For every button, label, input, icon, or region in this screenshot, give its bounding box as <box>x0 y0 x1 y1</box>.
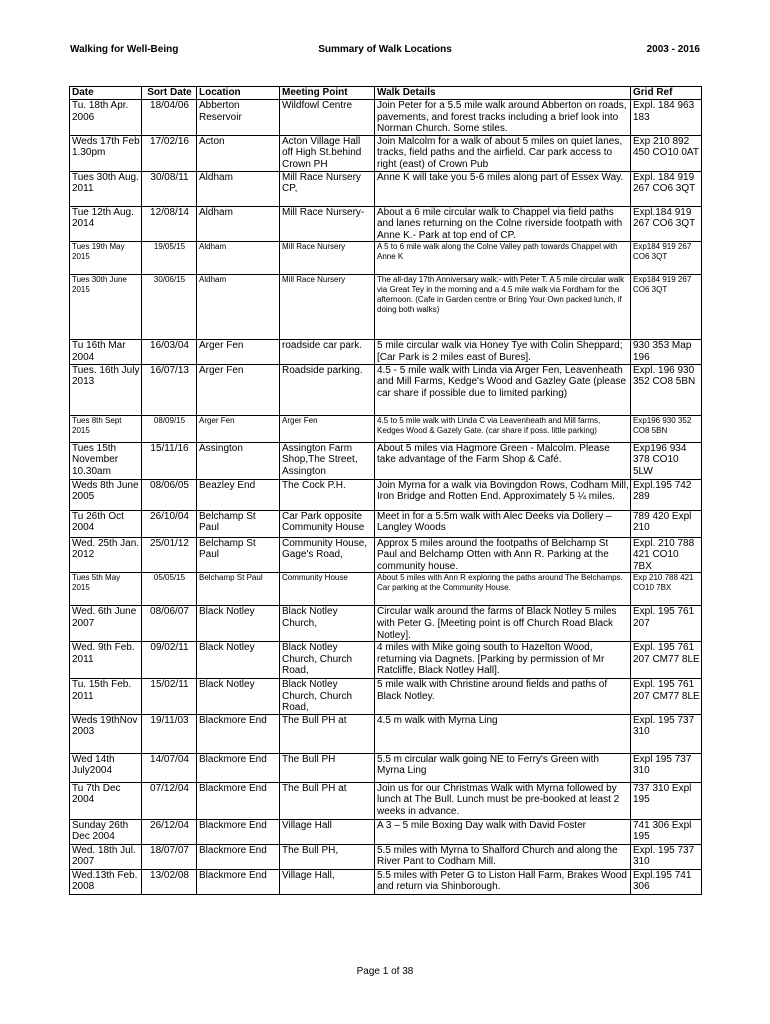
cell-grid-ref: Exp196 934 378 CO10 5LW <box>631 442 702 479</box>
cell-sort-date: 19/05/15 <box>142 242 197 275</box>
table-row <box>70 242 702 275</box>
cell-walk-details: Meet in for a 5.5m walk with Alec Deeks via Dollery – Langley Woods <box>375 510 631 537</box>
cell-location: Blackmore End <box>197 844 280 869</box>
table-row <box>70 573 702 606</box>
cell-grid-ref: Expl 195 737 310 <box>631 753 702 782</box>
table-row <box>70 510 702 537</box>
cell-sort-date: 26/12/04 <box>142 819 197 844</box>
table-row <box>70 206 702 242</box>
table-row <box>70 844 702 869</box>
column-header-date: Date <box>70 87 142 100</box>
cell-location: Black Notley <box>197 642 280 679</box>
cell-meeting-point: Mill Race Nursery <box>280 275 375 340</box>
table-header-row <box>70 87 702 100</box>
cell-grid-ref: Exp196 930 352 CO8 5BN <box>631 415 702 442</box>
cell-sort-date: 08/09/15 <box>142 415 197 442</box>
cell-meeting-point: Community House <box>280 573 375 606</box>
cell-meeting-point: Mill Race Nursery <box>280 242 375 275</box>
table-row <box>70 340 702 364</box>
cell-sort-date: 08/06/05 <box>142 479 197 510</box>
cell-walk-details: Circular walk around the farms of Black Notley 5 miles with Peter G. [Meeting point is off Church Road Black Notley]. <box>375 606 631 642</box>
cell-location: Arger Fen <box>197 340 280 364</box>
cell-sort-date: 17/02/16 <box>142 135 197 171</box>
cell-meeting-point: Car Park opposite Community House <box>280 510 375 537</box>
cell-date: Tu 16th Mar 2004 <box>70 340 142 364</box>
cell-grid-ref: 737 310 Expl 195 <box>631 782 702 819</box>
cell-location: Aldham <box>197 275 280 340</box>
cell-date: Tue 12th Aug. 2014 <box>70 206 142 242</box>
cell-meeting-point: Assington Farm Shop,The Street, Assington <box>280 442 375 479</box>
cell-meeting-point: Black Notley Church, Church Road, <box>280 642 375 679</box>
table-row <box>70 679 702 715</box>
cell-location: Belchamp St Paul <box>197 573 280 606</box>
cell-grid-ref: Expl. 195 761 207 CM77 8LE <box>631 642 702 679</box>
cell-grid-ref: 741 306 Expl 195 <box>631 819 702 844</box>
cell-sort-date: 12/08/14 <box>142 206 197 242</box>
cell-meeting-point: Mill Race Nursery- <box>280 206 375 242</box>
column-header-walk-details: Walk Details <box>375 87 631 100</box>
cell-walk-details: Join Malcolm for a walk of about 5 miles on quiet lanes, tracks, field paths and the airfield. Car park access to right (east) of Crown Pub <box>375 135 631 171</box>
cell-meeting-point: The Bull PH at <box>280 782 375 819</box>
cell-grid-ref: Expl.184 919 267 CO6 3QT <box>631 206 702 242</box>
cell-meeting-point: The Bull PH, <box>280 844 375 869</box>
cell-sort-date: 26/10/04 <box>142 510 197 537</box>
table-row <box>70 782 702 819</box>
page-number: Page 1 of 38 <box>356 966 414 977</box>
cell-location: Black Notley <box>197 606 280 642</box>
table-row <box>70 479 702 510</box>
cell-walk-details: Anne K will take you 5-6 miles along part of Essex Way. <box>375 171 631 206</box>
cell-grid-ref: Exp184 919 267 CO6 3QT <box>631 275 702 340</box>
cell-sort-date: 30/06/15 <box>142 275 197 340</box>
table-row <box>70 364 702 415</box>
cell-walk-details: 4.5 to 5 mile walk with Linda C via Leavenheath and Mill farms, Kedges Wood & Gazely Gate. (car share if poss. little parking) <box>375 415 631 442</box>
cell-location: Assington <box>197 442 280 479</box>
cell-grid-ref: Expl. 195 737 310 <box>631 844 702 869</box>
cell-walk-details: 4.5 m walk with Myrna Ling <box>375 714 631 753</box>
cell-sort-date: 18/04/06 <box>142 100 197 136</box>
cell-walk-details: A 5 to 6 mile walk along the Colne Valley path towards Chappel with Anne K <box>375 242 631 275</box>
cell-sort-date: 15/11/16 <box>142 442 197 479</box>
cell-location: Arger Fen <box>197 415 280 442</box>
table-row <box>70 171 702 206</box>
cell-sort-date: 30/08/11 <box>142 171 197 206</box>
table-row <box>70 606 702 642</box>
cell-walk-details: 4.5 - 5 mile walk with Linda via Arger Fen, Leavenheath and Mill Farms, Kedge's Wood and Gazley Gate (please car share if possible due to limited parking) <box>375 364 631 415</box>
cell-location: Abberton Reservoir <box>197 100 280 136</box>
cell-walk-details: A 3 – 5 mile Boxing Day walk with David Foster <box>375 819 631 844</box>
column-header-meeting-point: Meeting Point <box>280 87 375 100</box>
cell-meeting-point: Wildfowl Centre <box>280 100 375 136</box>
cell-grid-ref: Expl. 195 761 207 CM77 8LE <box>631 679 702 715</box>
cell-date: Weds 19thNov 2003 <box>70 714 142 753</box>
cell-grid-ref: Exp184 919 267 CO6 3QT <box>631 242 702 275</box>
cell-grid-ref: Expl.195 742 289 <box>631 479 702 510</box>
cell-location: Blackmore End <box>197 869 280 894</box>
cell-date: Wed. 9th Feb. 2011 <box>70 642 142 679</box>
cell-date: Tu 7th Dec 2004 <box>70 782 142 819</box>
cell-location: Aldham <box>197 171 280 206</box>
cell-walk-details: 5.5 miles with Myrna to Shalford Church and along the River Pant to Codham Mill. <box>375 844 631 869</box>
cell-location: Beazley End <box>197 479 280 510</box>
cell-walk-details: The all-day 17th Anniversary walk:- with Peter T. A 5 mile circular walk via Great Tey in the morning and a 4.5 mile walk via Fordham for the afternoon. (Cafe in Garden centre or Bring Your Own packed lunch, if doing both walks) <box>375 275 631 340</box>
cell-grid-ref: 789 420 Expl 210 <box>631 510 702 537</box>
cell-walk-details: Join Peter for a 5.5 mile walk around Abberton on roads, pavements, and forest tracks including a brief look into Norman Church. Some stiles. <box>375 100 631 136</box>
table-row <box>70 537 702 573</box>
cell-grid-ref: Expl. 210 788 421 CO10 7BX <box>631 537 702 573</box>
table-row <box>70 753 702 782</box>
cell-walk-details: Join us for our Christmas Walk with Myrna followed by lunch at The Bull. Lunch must be pre-booked at least 2 weeks in advance. <box>375 782 631 819</box>
column-header-location: Location <box>197 87 280 100</box>
cell-date: Tues 30th Aug. 2011 <box>70 171 142 206</box>
table-row <box>70 869 702 894</box>
cell-date: Tues 5th May 2015 <box>70 573 142 606</box>
cell-grid-ref: Expl. 184 919 267 CO6 3QT <box>631 171 702 206</box>
cell-date: Tues 8th Sept 2015 <box>70 415 142 442</box>
cell-date: Tu 26th Oct 2004 <box>70 510 142 537</box>
cell-grid-ref: Expl.195 741 306 <box>631 869 702 894</box>
cell-meeting-point: Village Hall, <box>280 869 375 894</box>
cell-location: Black Notley <box>197 679 280 715</box>
cell-date: Wed 14th July2004 <box>70 753 142 782</box>
cell-date: Wed. 25th Jan. 2012 <box>70 537 142 573</box>
cell-location: Blackmore End <box>197 782 280 819</box>
cell-location: Acton <box>197 135 280 171</box>
cell-meeting-point: The Bull PH <box>280 753 375 782</box>
page-header <box>70 44 700 58</box>
table-row <box>70 642 702 679</box>
cell-meeting-point: Acton Village Hall off High St.behind Crown PH <box>280 135 375 171</box>
cell-grid-ref: Expl. 195 761 207 <box>631 606 702 642</box>
header-title: Walking for Well-Being <box>70 44 179 55</box>
cell-location: Blackmore End <box>197 819 280 844</box>
cell-meeting-point: The Cock P.H. <box>280 479 375 510</box>
cell-walk-details: About 5 miles via Hagmore Green - Malcolm. Please take advantage of the Farm Shop & Café. <box>375 442 631 479</box>
cell-location: Arger Fen <box>197 364 280 415</box>
cell-walk-details: 5.5 miles with Peter G to Liston Hall Farm, Brakes Wood and return via Shinborough. <box>375 869 631 894</box>
cell-date: Tues 19th May 2015 <box>70 242 142 275</box>
cell-grid-ref: Expl. 184 963 183 <box>631 100 702 136</box>
cell-grid-ref: Expl. 196 930 352 CO8 5BN <box>631 364 702 415</box>
cell-location: Aldham <box>197 242 280 275</box>
cell-sort-date: 15/02/11 <box>142 679 197 715</box>
cell-date: Tu. 18th Apr. 2006 <box>70 100 142 136</box>
cell-sort-date: 09/02/11 <box>142 642 197 679</box>
cell-date: Tues 15th November 10.30am <box>70 442 142 479</box>
cell-meeting-point: Village Hall <box>280 819 375 844</box>
cell-sort-date: 08/06/07 <box>142 606 197 642</box>
cell-date: Weds 17th Feb 1.30pm <box>70 135 142 171</box>
column-header-grid-ref: Grid Ref <box>631 87 702 100</box>
cell-date: Tues 30th June 2015 <box>70 275 142 340</box>
table-row <box>70 714 702 753</box>
cell-sort-date: 25/01/12 <box>142 537 197 573</box>
cell-location: Aldham <box>197 206 280 242</box>
cell-meeting-point: Mill Race Nursery CP, <box>280 171 375 206</box>
cell-location: Belchamp St Paul <box>197 510 280 537</box>
table-row <box>70 275 702 340</box>
cell-walk-details: 5.5 m circular walk going NE to Ferry's Green with Myrna Ling <box>375 753 631 782</box>
cell-date: Wed.13th Feb. 2008 <box>70 869 142 894</box>
cell-date: Sunday 26th Dec 2004 <box>70 819 142 844</box>
cell-sort-date: 14/07/04 <box>142 753 197 782</box>
cell-location: Blackmore End <box>197 753 280 782</box>
cell-walk-details: About 5 miles with Ann R exploring the paths around The Belchamps. Car parking at the Community House. <box>375 573 631 606</box>
cell-meeting-point: Black Notley Church, Church Road, <box>280 679 375 715</box>
cell-date: Wed. 6th June 2007 <box>70 606 142 642</box>
header-date-range: 2003 - 2016 <box>646 44 700 55</box>
cell-walk-details: 5 mile circular walk via Honey Tye with Colin Sheppard; [Car Park is 2 miles east of Bures]. <box>375 340 631 364</box>
table-row <box>70 442 702 479</box>
cell-grid-ref: Exp 210 788 421 CO10 7BX <box>631 573 702 606</box>
cell-sort-date: 16/03/04 <box>142 340 197 364</box>
cell-sort-date: 16/07/13 <box>142 364 197 415</box>
cell-sort-date: 13/02/08 <box>142 869 197 894</box>
header-subtitle: Summary of Walk Locations <box>318 44 452 55</box>
cell-meeting-point: Roadside parking. <box>280 364 375 415</box>
cell-grid-ref: 930 353 Map 196 <box>631 340 702 364</box>
table-row <box>70 819 702 844</box>
table-row <box>70 100 702 136</box>
cell-walk-details: Approx 5 miles around the footpaths of Belchamp St Paul and Belchamp Otten with Ann R. Parking at the community house. <box>375 537 631 573</box>
cell-meeting-point: The Bull PH at <box>280 714 375 753</box>
cell-meeting-point: Black Notley Church, <box>280 606 375 642</box>
cell-meeting-point: roadside car park. <box>280 340 375 364</box>
cell-location: Blackmore End <box>197 714 280 753</box>
column-header-sort-date: Sort Date <box>142 87 197 100</box>
cell-date: Tues. 16th July 2013 <box>70 364 142 415</box>
cell-date: Wed. 18th Jul. 2007 <box>70 844 142 869</box>
cell-meeting-point: Arger Fen <box>280 415 375 442</box>
cell-date: Weds 8th June 2005 <box>70 479 142 510</box>
cell-meeting-point: Community House, Gage's Road, <box>280 537 375 573</box>
cell-date: Tu. 15th Feb. 2011 <box>70 679 142 715</box>
cell-sort-date: 19/11/03 <box>142 714 197 753</box>
table-row <box>70 415 702 442</box>
cell-grid-ref: Expl. 195 737 310 <box>631 714 702 753</box>
walk-locations-table <box>69 86 702 895</box>
cell-sort-date: 07/12/04 <box>142 782 197 819</box>
cell-walk-details: Join Myrna for a walk via Bovingdon Rows, Codham Mill, Iron Bridge and Rotten End. Approximately 5 ¼ miles. <box>375 479 631 510</box>
cell-sort-date: 05/05/15 <box>142 573 197 606</box>
cell-location: Belchamp St Paul <box>197 537 280 573</box>
table-row <box>70 135 702 171</box>
cell-walk-details: 4 miles with Mike going south to Hazelton Wood, returning via Dagnets. [Parking by permission of Mr Ratcliffe, Black Notley Hall]. <box>375 642 631 679</box>
cell-grid-ref: Exp 210 892 450 CO10 0AT <box>631 135 702 171</box>
cell-walk-details: About a 6 mile circular walk to Chappel via field paths and lanes returning on the Colne riverside footpath with Anne K.- Park at top end of CP. <box>375 206 631 242</box>
cell-walk-details: 5 mile walk with Christine around fields and paths of Black Notley. <box>375 679 631 715</box>
cell-sort-date: 18/07/07 <box>142 844 197 869</box>
